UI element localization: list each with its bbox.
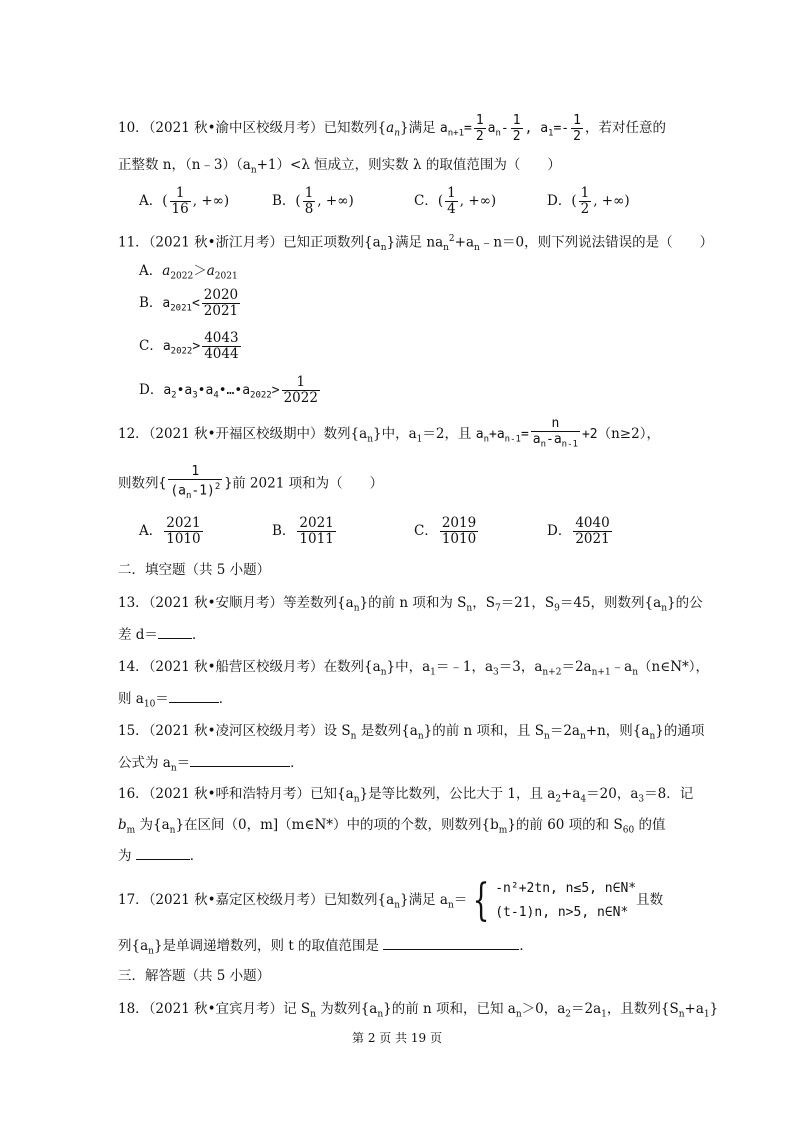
q10-line2: 正整数 n，$(n﹣3)(a_n+1)<\lambda$ 恒成立，则实数 λ 的取值范围为（ ）	[118, 157, 561, 176]
q11-option-d: D．$a_2•a_3•a_4•\dots•a_{2022}>$ $\frac{1}{2022}$	[139, 374, 318, 406]
q12-recurrence: $a_n+a_{n-1}=$ $\frac{n}{a_n-a_{n-1}}$ +2	[475, 416, 598, 450]
q17-line2: 列$\{a_n\}$是单调递增数列，则 t 的取值范围是 ．	[118, 935, 533, 962]
q10-option-b: B．( $\frac{1}{8}$ , +∞)	[272, 185, 354, 217]
q11-option-b: B．$a_{2021}<$ $\frac{2020}{2021}$	[139, 287, 239, 319]
q13-answer-blank[interactable]	[158, 624, 192, 639]
q11-option-a: A．$a_{2022}>a_{2021}$	[139, 263, 238, 282]
q16-line1: 16．（2021 秋•呼和浩特月考）已知$\{a_n\}$是等比数列，公比大于 1，且 $a_2+a_4=20$，$a_3=8$．记	[118, 786, 694, 805]
q12-option-b: B． $\frac{2021}{1011}$	[272, 515, 334, 547]
q10-option-c: C．( $\frac{1}{4}$ , +∞)	[414, 185, 497, 217]
q12-option-c: C． $\frac{2019}{1010}$	[414, 515, 477, 547]
q13-line2: 差 d＝ ．	[118, 624, 205, 645]
q15-line2: 公式为 $a_n=$ ．	[118, 752, 304, 779]
q17-piecewise: -n²+2tn, n≤5, n∈N* (t-1)n, n>5, n∈N*	[495, 880, 637, 920]
q14-line1: 14．（2021 秋•船营区校级月考）在数列$\{a_n\}$中，$a_1=﹣1$，$a_3=3$，$a_{n+2}=2a_{n+1}﹣a_n(n\in N*)$，	[118, 659, 710, 678]
q10-recurrence: $a_{n+1}=$ $\frac{1}{2}$ $a_n-$ $\frac{1}{2}$ , $a_1=-$ $\frac{1}{2}$	[439, 113, 581, 144]
q10-option-a: A．( $\frac{1}{16}$ , +∞)	[139, 185, 230, 217]
q12-line2: 则数列{ $\frac{1}{(a_n-1)^2}$ }前 2021 项和为（ ）	[118, 464, 384, 501]
section-answer: 三．解答题（共 5 小题）	[118, 968, 271, 984]
q13-line1: 13．（2021 秋•安顺月考）等差数列$\{a_n\}$的前 n 项和为 $S_n$，$S_7=21$，$S_9=45$，则数列$\{a_n\}$的公	[118, 595, 703, 614]
q12-option-d: D． $\frac{4040}{2021}$	[547, 515, 610, 547]
q17-answer-blank[interactable]	[383, 935, 519, 950]
q16-line3: 为 ．	[118, 845, 203, 866]
q10-option-d: D．( $\frac{1}{2}$ , +∞)	[547, 185, 630, 217]
q11-option-c: C．$a_{2022}>$ $\frac{4043}{4044}$	[139, 330, 239, 362]
q15-line1: 15．（2021 秋•凌河区校级月考）设 $S_n$ 是数列$\{a_n\}$的前 n 项和，且 $S_n=2a_n+n$，则$\{a_n\}$的通项	[118, 723, 705, 742]
q16-answer-blank[interactable]	[136, 845, 190, 860]
q12-option-a: A． $\frac{2021}{1010}$	[139, 515, 201, 547]
q14-line2: 则 $a_{10}=$ ．	[118, 688, 232, 715]
q11-line1: 11．（2021 秋•浙江月考）已知正项数列$\{a_n\}$满足 $na_n^2+a_n﹣n=0$，则下列说法错误的是（ ）	[118, 234, 714, 254]
q10-line1: 10．（2021 秋•渝中区校级月考）已知数列$\{a_n\}$满足 $a_{n+1}=$ $\frac{1}{2}$ $a_n-$ $\frac{1}{2}$ , $a_1=-$ $\frac{1}{2}$ ，若对任意的	[118, 113, 666, 144]
q17-line1: 17．（2021 秋•嘉定区校级月考）已知数列$\{a_n\}$满足 $a_n=$ { -n²+2tn, n≤5, n∈N* (t-1)n, n>5, n∈N* 且数	[118, 874, 664, 926]
q15-answer-blank[interactable]	[190, 752, 290, 767]
q16-line2: $b_m$ 为$\{a_n\}$在区间（0，m]（m∈N*）中的项的个数，则数列$\{b_m\}$的前 60 项的和 $S_{60}$ 的值	[118, 817, 666, 836]
q14-answer-blank[interactable]	[169, 688, 219, 703]
q12-line1: 12．（2021 秋•开福区校级期中）数列$\{a_n\}$中，$a_1=2$，且 $a_n+a_{n-1}=$ $\frac{n}{a_n-a_{n-1}}$ +2（n≥2），	[118, 416, 660, 450]
q18-line1: 18．（2021 秋•宜宾月考）记 $S_n$ 为数列$\{a_n\}$的前 n 项和，已知 $a_n>0$，$a_2=2a_1$，且数列$\{S_n+a_1\}$	[118, 1001, 719, 1020]
page-footer: 第 2 页 共 19 页	[352, 1031, 442, 1045]
section-fill-in: 二．填空题（共 5 小题）	[118, 562, 271, 578]
